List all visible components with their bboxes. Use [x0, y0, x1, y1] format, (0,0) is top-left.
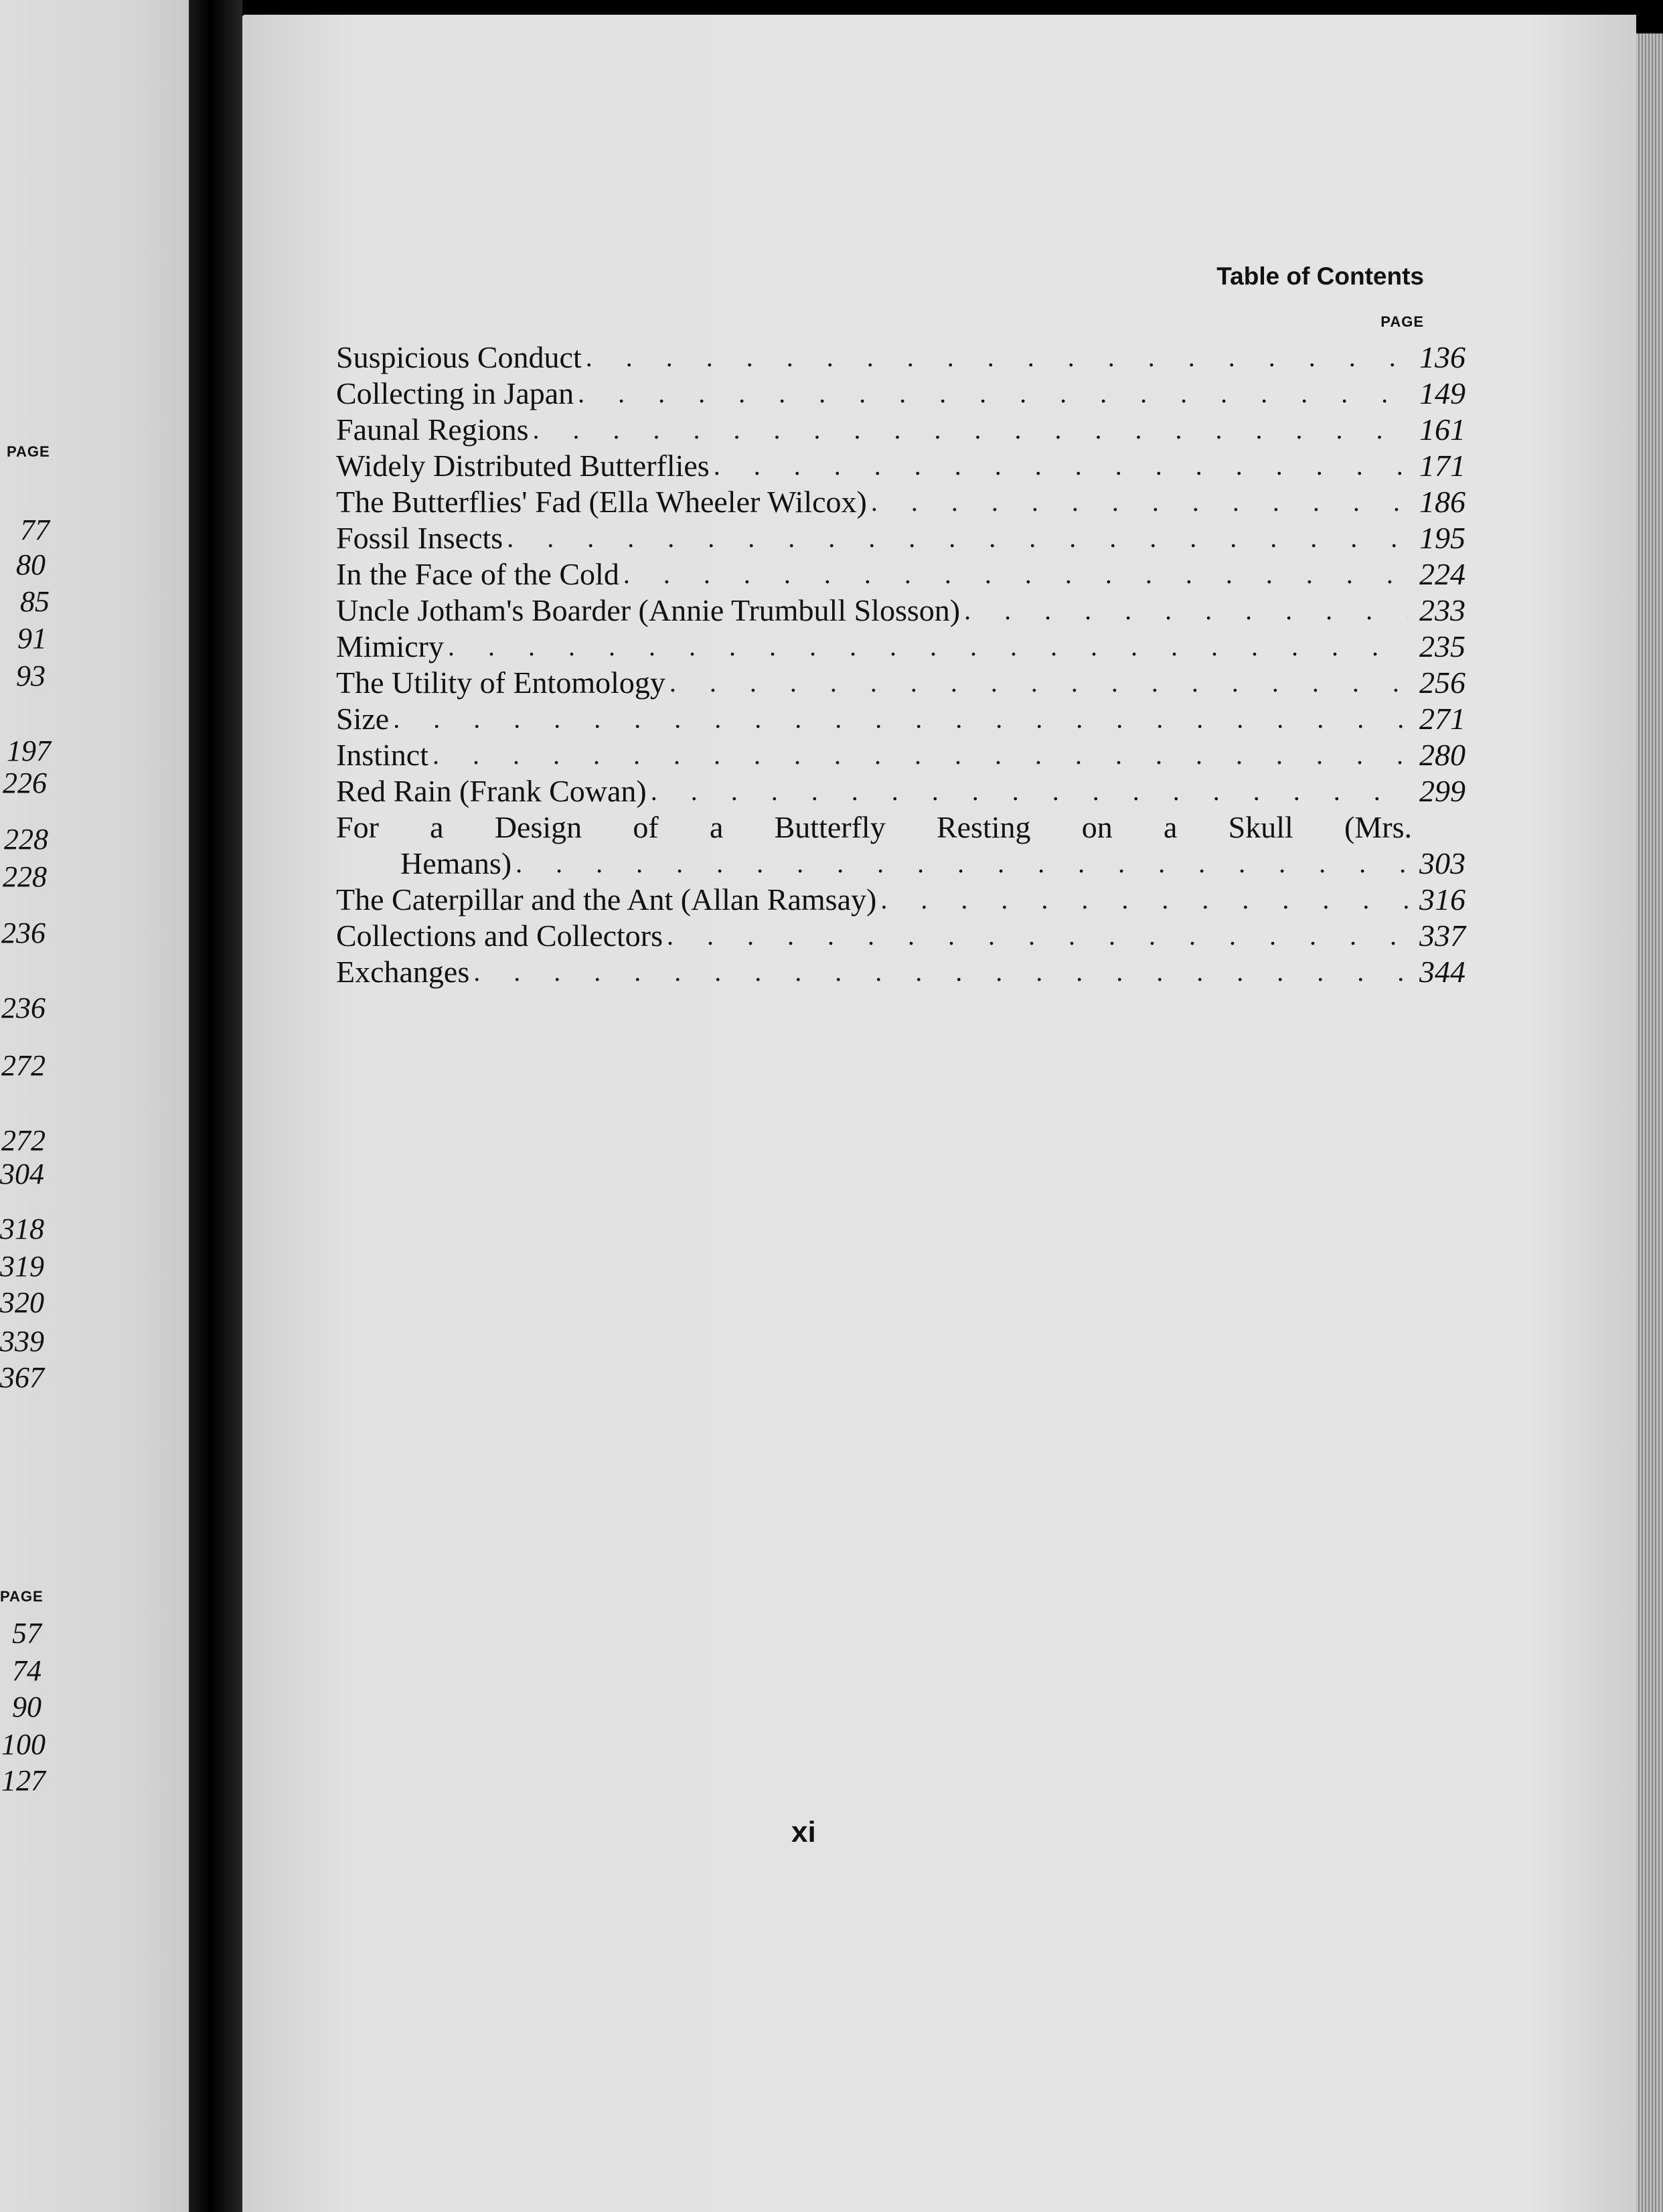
toc-entry-page: 344 [1419, 955, 1466, 989]
dot-leader [964, 592, 1408, 629]
toc-entry-title: In the Face of the Cold [336, 557, 619, 591]
toc-entry [336, 628, 1466, 665]
toc-entry-page: 195 [1419, 521, 1466, 555]
left-page-label-bottom: PAGE [0, 1588, 44, 1605]
toc-entry-page: 299 [1419, 774, 1466, 808]
toc-entry-title: Fossil Insects [336, 521, 503, 555]
left-page-number: 197 [7, 734, 51, 767]
dot-leader [669, 664, 1408, 702]
dot-leader [623, 556, 1408, 593]
left-page-number: 80 [16, 548, 46, 581]
left-page-number: 77 [20, 514, 50, 546]
left-page-number: 228 [4, 823, 48, 856]
toc-entry [336, 375, 1466, 412]
toc-entry-title: Mimicry [336, 629, 444, 663]
toc-entry-title: The Caterpillar and the Ant (Allan Ramsay) [336, 882, 877, 917]
toc-entry-title: Red Rain (Frank Cowan) [336, 774, 647, 808]
left-page-number: 236 [1, 992, 46, 1024]
left-page-number: 90 [12, 1690, 42, 1723]
left-page-number: 74 [12, 1654, 42, 1687]
toc-entry-page: 171 [1419, 449, 1466, 483]
toc-entry-title: Collecting in Japan [336, 376, 574, 410]
toc-entry-title: Uncle Jotham's Boarder (Annie Trumbull Slosson) [336, 593, 961, 627]
dot-leader [880, 881, 1408, 919]
toc-entry [336, 881, 1466, 919]
toc-entry [336, 953, 1466, 991]
toc-entry [336, 556, 1466, 593]
toc-entry-page: 235 [1419, 629, 1466, 663]
toc-entry-title: Instinct [336, 738, 428, 772]
left-page-number: 100 [1, 1728, 46, 1761]
toc-entry-title: The Butterflies' Fad (Ella Wheeler Wilcox) [336, 485, 867, 519]
dot-leader [586, 339, 1408, 376]
dot-leader [432, 736, 1408, 774]
dot-leader [714, 447, 1408, 485]
toc-entry [336, 809, 1466, 846]
toc-entry [336, 483, 1466, 521]
toc-entry-page: 186 [1419, 485, 1466, 519]
page-folio: xi [791, 1816, 816, 1848]
toc-entry-title: Hemans) [400, 846, 512, 880]
running-head: Table of Contents [1216, 262, 1424, 290]
toc-entry-page: 161 [1419, 412, 1466, 447]
dot-leader [532, 411, 1408, 449]
right-page [242, 15, 1636, 2212]
dot-leader [393, 700, 1408, 738]
left-page-number: 318 [0, 1212, 44, 1245]
toc-entry [336, 592, 1466, 629]
toc-entry [336, 339, 1466, 376]
dot-leader [651, 773, 1408, 810]
toc-entry-page: 224 [1419, 557, 1466, 591]
left-page-number: 367 [0, 1361, 44, 1394]
book-gutter [189, 0, 242, 2212]
toc-entry-page: 233 [1419, 593, 1466, 627]
left-page-number: 93 [16, 659, 46, 692]
page-edge [1636, 33, 1663, 2212]
toc-entry [336, 520, 1466, 557]
toc-entry-page: 303 [1419, 846, 1466, 880]
left-page-label-top: PAGE [7, 443, 50, 460]
toc-entry-continuation [336, 845, 1466, 882]
toc-entry [336, 447, 1466, 485]
toc-entry-page: 149 [1419, 376, 1466, 410]
toc-entry-page: 256 [1419, 665, 1466, 700]
left-page-number: 272 [1, 1124, 46, 1157]
toc-entry-title: Size [336, 702, 390, 736]
toc-entry [336, 664, 1466, 702]
dot-leader [871, 483, 1408, 521]
toc-entry-title: Widely Distributed Butterflies [336, 449, 710, 483]
left-page-number: 272 [1, 1049, 46, 1082]
left-page-number: 57 [12, 1617, 42, 1650]
page-column-label: PAGE [1380, 313, 1424, 330]
toc-entry-title: Faunal Regions [336, 412, 529, 447]
toc-entry-page: 271 [1419, 702, 1466, 736]
toc-entry-title: Suspicious Conduct [336, 340, 582, 374]
left-page-number: 236 [1, 917, 46, 949]
left-page-number: 319 [0, 1250, 44, 1283]
toc-entry-title: Exchanges [336, 955, 470, 989]
toc-entry-title: Collections and Collectors [336, 919, 663, 953]
toc-entry-title: The Utility of Entomology [336, 665, 665, 700]
left-page [0, 0, 189, 2212]
dot-leader [473, 953, 1408, 991]
toc-entry-page: 316 [1419, 882, 1466, 917]
toc-entry [336, 700, 1466, 738]
dot-leader [578, 375, 1408, 412]
dot-leader [507, 520, 1408, 557]
toc-entry-page: 337 [1419, 919, 1466, 953]
toc-entry [336, 411, 1466, 449]
dot-leader [667, 917, 1408, 955]
toc-entry [336, 736, 1466, 774]
left-page-number: 127 [1, 1764, 46, 1797]
left-page-number: 226 [3, 767, 47, 799]
toc-entry-page: 136 [1419, 340, 1466, 374]
left-page-number: 304 [0, 1158, 44, 1190]
left-page-number: 339 [0, 1325, 44, 1358]
left-page-number: 85 [20, 585, 50, 618]
left-page-number: 91 [17, 622, 47, 655]
left-page-number: 320 [0, 1286, 44, 1319]
toc-entry [336, 773, 1466, 810]
dot-leader [516, 845, 1408, 882]
dot-leader [448, 628, 1408, 665]
left-page-number: 228 [3, 860, 47, 893]
toc-entry [336, 917, 1466, 955]
toc-entry-title: For a Design of a Butterfly Resting on a Skull (Mrs. [336, 810, 1412, 844]
toc-entry-page: 280 [1419, 738, 1466, 772]
